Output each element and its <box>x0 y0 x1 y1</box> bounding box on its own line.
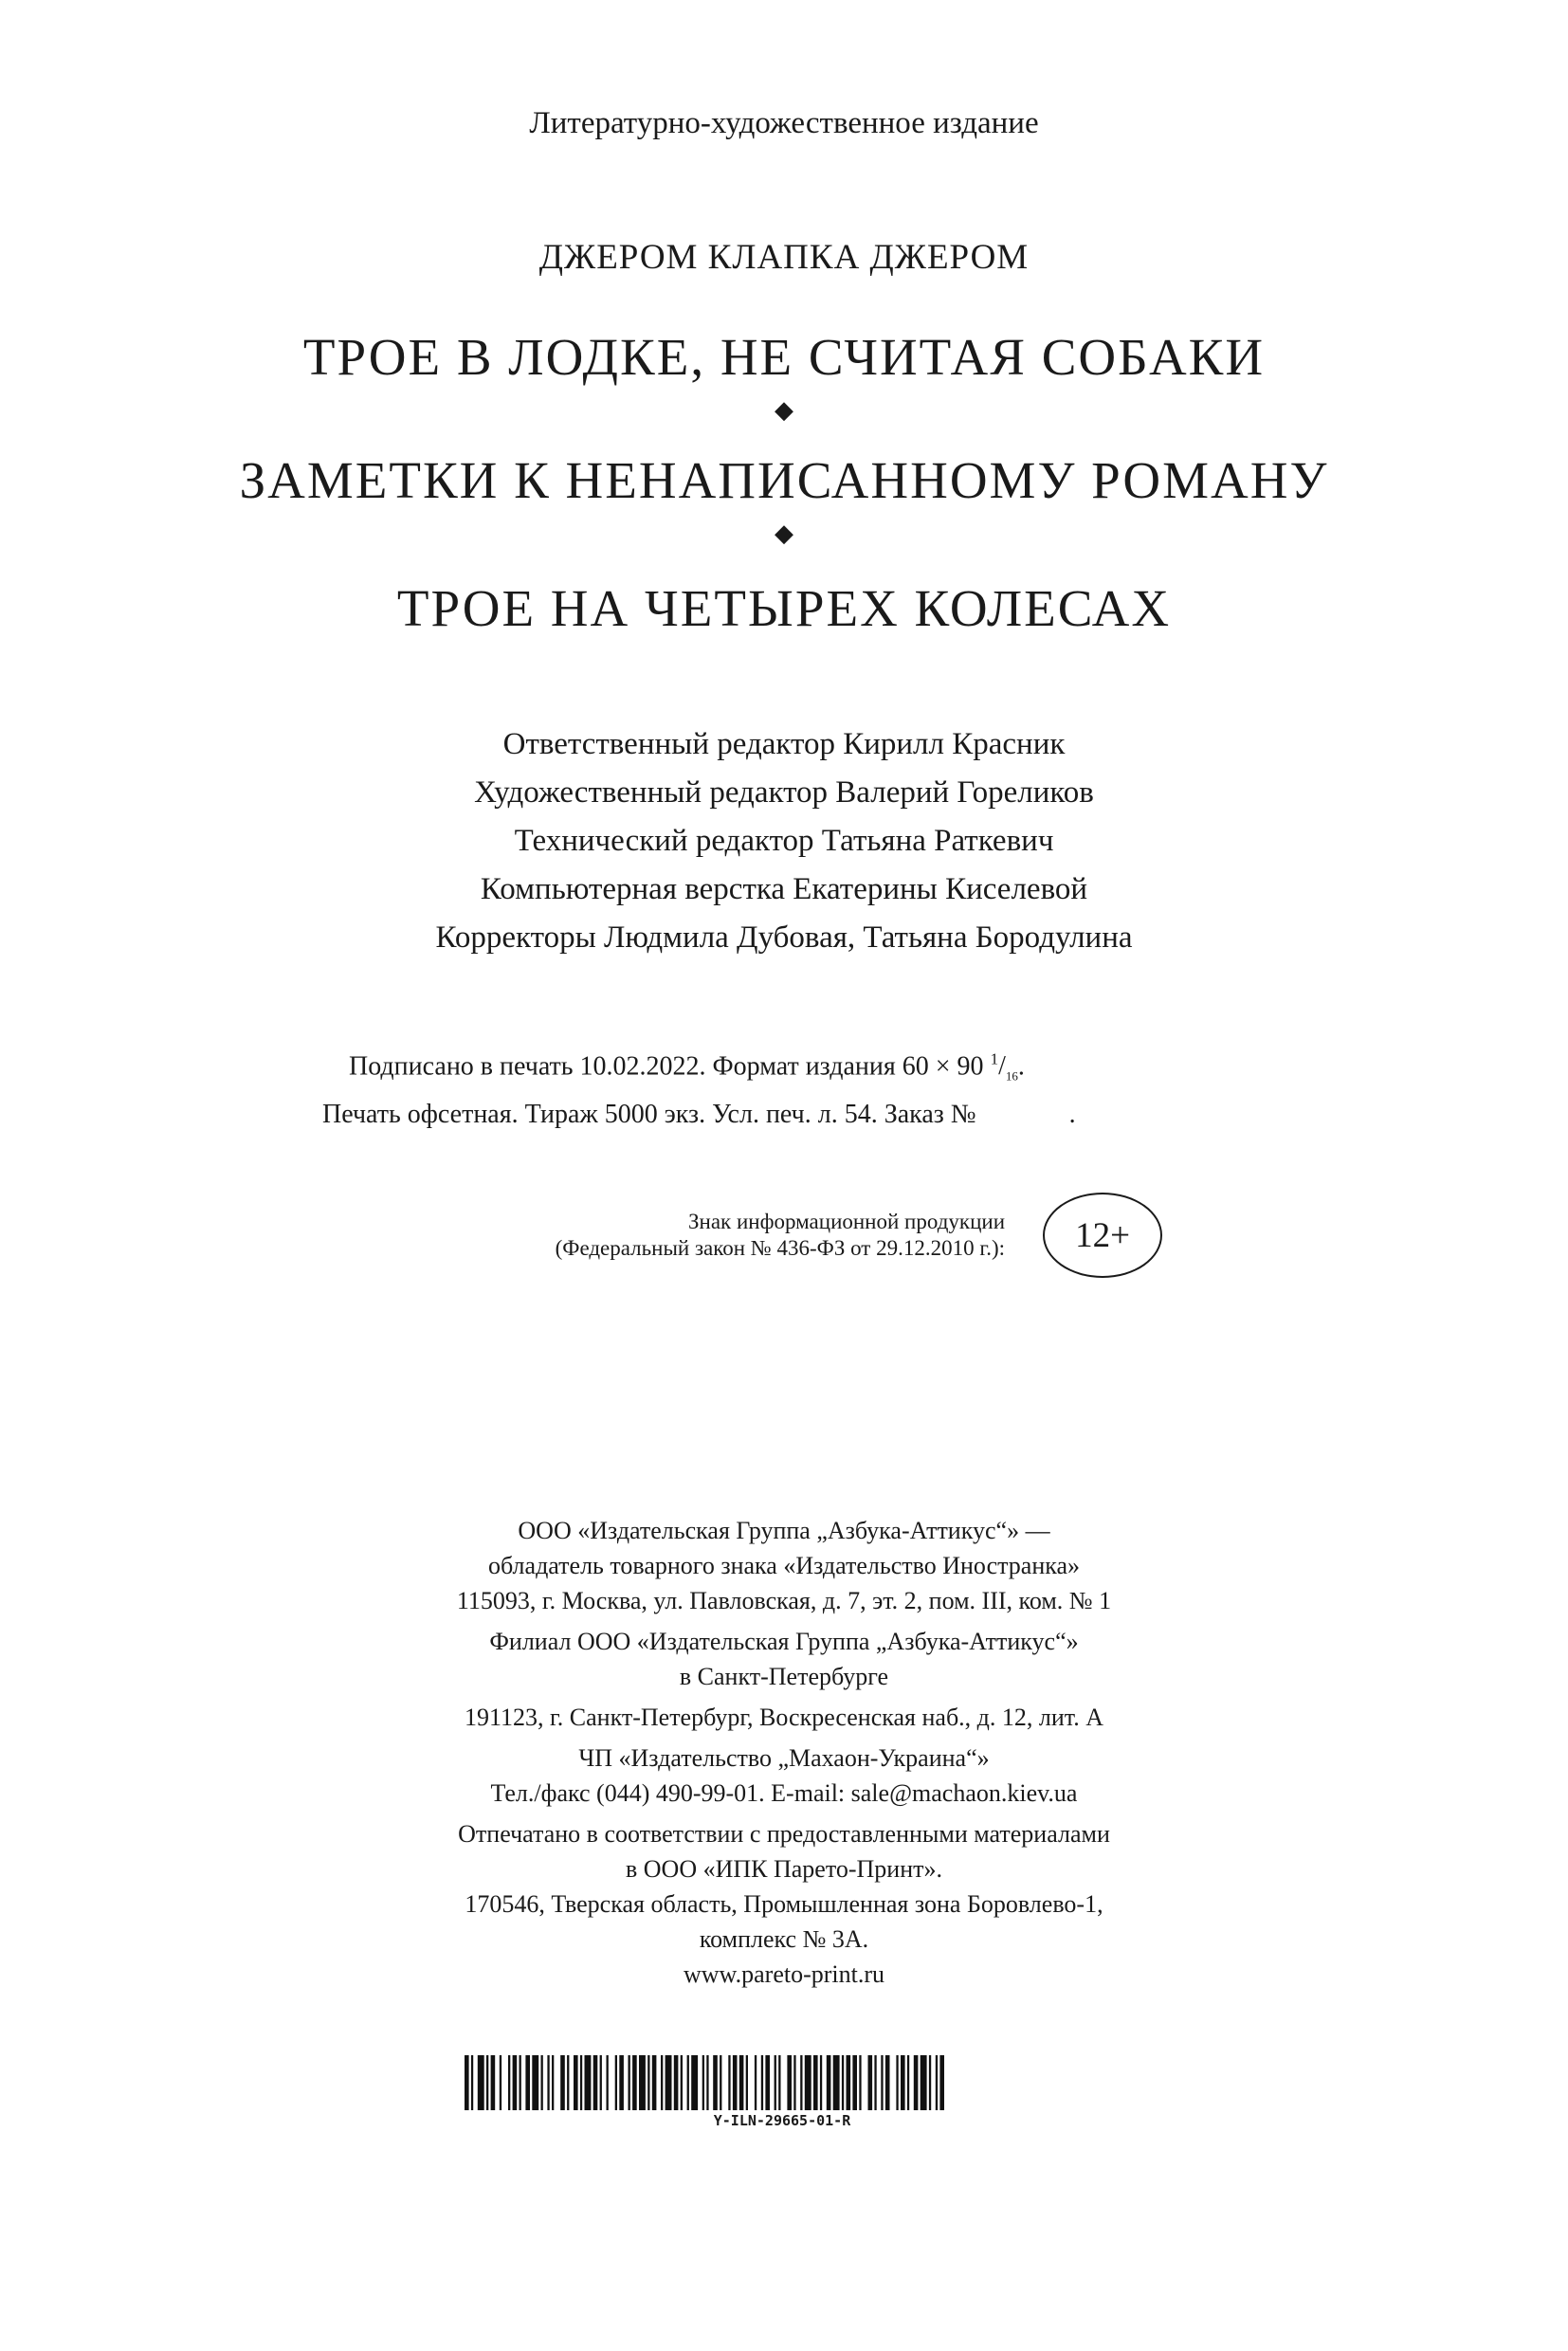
barcode-bar <box>687 2055 689 2110</box>
barcode-bar <box>833 2055 840 2110</box>
title-separator-icon: ◆ <box>775 396 793 424</box>
barcode-bar <box>805 2055 811 2110</box>
credits-block <box>0 720 1568 962</box>
barcode-bar <box>852 2055 857 2110</box>
publisher-line: ООО «Издательская Группа „Азбука-Аттикус“» — <box>518 1517 1050 1544</box>
info-sign-line-1: Знак информационной продукции <box>688 1210 1005 1233</box>
barcode-bar <box>574 2055 578 2110</box>
barcode-bar <box>775 2055 776 2110</box>
book-title-2: ЗАМЕТКИ К НЕНАПИСАННОМУ РОМАНУ <box>239 451 1329 509</box>
imprint-print-text: Печать офсетная. Тираж 5000 экз. Усл. печ. л. 54. Заказ № <box>322 1099 976 1129</box>
age-rating-badge <box>1043 1193 1162 1278</box>
barcode-bar <box>465 2055 469 2110</box>
barcode-bar <box>665 2055 672 2110</box>
barcode-bar <box>733 2055 738 2110</box>
imprint-block <box>322 1041 1076 1134</box>
barcode-bar <box>681 2055 683 2110</box>
barcode-bar <box>901 2055 905 2110</box>
barcode-bar <box>746 2055 748 2110</box>
barcode-bar <box>706 2055 708 2110</box>
publisher-group-ukraine <box>0 1740 1568 1811</box>
barcode-bar <box>820 2055 822 2110</box>
barcode-bar <box>868 2055 873 2110</box>
barcode-bar <box>525 2055 530 2110</box>
title-separator-icon: ◆ <box>775 519 793 547</box>
publisher-block <box>0 1513 1568 1997</box>
barcode-bar <box>478 2055 484 2110</box>
barcode-bar <box>793 2055 795 2110</box>
credit-line: Корректоры Людмила Дубовая, Татьяна Бородулина <box>435 920 1133 955</box>
imprint-line-2: Печать офсетная. Тираж 5000 экз. Усл. печ. л. 54. Заказ № . <box>322 1099 1076 1129</box>
imprint-line-1: Подписано в печать 10.02.2022. Формат издания 60 × 90 $^1/_{16}$. <box>349 1050 1025 1084</box>
barcode-bar <box>580 2055 582 2110</box>
publisher-line: ЧП «Издательство „Махаон-Украина“» <box>578 1744 990 1772</box>
credit-line: Технический редактор Татьяна Раткевич <box>514 824 1054 858</box>
barcode-bar <box>661 2055 663 2110</box>
barcode-bar <box>652 2055 657 2110</box>
barcode-bar <box>765 2055 770 2110</box>
credit-line: Компьютерная верстка Екатерины Киселевой <box>480 872 1088 906</box>
barcode-bar <box>491 2055 496 2110</box>
barcode-bar <box>552 2055 554 2110</box>
credit-line: Художественный редактор Валерий Гореликов <box>474 775 1094 810</box>
publisher-line: в Санкт-Петербурге <box>679 1663 889 1690</box>
barcode-bar <box>532 2055 538 2110</box>
barcode-bar <box>619 2055 624 2110</box>
barcode-bar <box>929 2055 931 2110</box>
barcode-bar <box>632 2055 637 2110</box>
barcode-bar <box>647 2055 649 2110</box>
barcode-image <box>465 2055 1100 2110</box>
book-title-1: ТРОЕ В ЛОДКЕ, НЕ СЧИТАЯ СОБАКИ <box>302 328 1266 386</box>
barcode-bar <box>471 2055 473 2110</box>
barcode-code: Y-ILN-29665-01-R <box>713 2112 851 2129</box>
publisher-line: 115093, г. Москва, ул. Павловская, д. 7, эт. 2, пом. III, ком. № 1 <box>456 1587 1112 1614</box>
fraction-denominator: 16 <box>1005 1068 1018 1084</box>
barcode-bar <box>615 2055 617 2110</box>
barcode-bar <box>761 2055 763 2110</box>
info-sign-line-2: (Федеральный закон № 436-ФЗ от 29.12.2010 г.): <box>555 1236 1005 1260</box>
publisher-line: Тел./факс (044) 490-99-01. E-mail: sale@machaon.kiev.ua <box>490 1779 1078 1807</box>
publisher-group-printer <box>0 1816 1568 1992</box>
barcode-bar <box>728 2055 730 2110</box>
barcode-bar <box>739 2055 744 2110</box>
barcode-bar <box>847 2055 851 2110</box>
barcode-bar <box>593 2055 598 2110</box>
barcode-bar <box>585 2055 592 2110</box>
publisher-line: комплекс № 3А. <box>699 1925 869 1953</box>
publisher-line: www.pareto-print.ru <box>683 1960 885 1988</box>
publisher-group-spb-address <box>0 1700 1568 1735</box>
barcode-bar <box>921 2055 927 2110</box>
publisher-line: Филиал ООО «Издательская Группа „Азбука-Аттикус“» <box>489 1628 1079 1655</box>
publisher-line: в ООО «ИПК Парето-Принт». <box>625 1855 942 1883</box>
barcode-bar <box>874 2055 876 2110</box>
barcode-bar <box>813 2055 818 2110</box>
barcode-bar <box>713 2055 718 2110</box>
barcode-bar <box>486 2055 488 2110</box>
barcode-bar <box>939 2055 944 2110</box>
publisher-line: 191123, г. Санкт-Петербург, Воскресенская наб., д. 12, лит. А <box>465 1704 1103 1731</box>
barcode-bar <box>896 2055 898 2110</box>
barcode-bar <box>607 2055 609 2110</box>
barcode-bar <box>720 2055 721 2110</box>
barcode-bar <box>827 2055 831 2110</box>
barcode-bar <box>520 2055 521 2110</box>
barcode-bar <box>513 2055 518 2110</box>
publisher-group-spb <box>0 1624 1568 1694</box>
barcode-bar <box>885 2055 890 2110</box>
barcode-bar <box>547 2055 549 2110</box>
barcode-bar <box>702 2055 704 2110</box>
barcode-bar <box>674 2055 679 2110</box>
barcode-bar <box>567 2055 569 2110</box>
publisher-line: обладатель товарного знака «Издательство Иностранка» <box>487 1552 1081 1579</box>
edition-type: Литературно-художественное издание <box>529 106 1039 140</box>
barcode-bar <box>600 2055 602 2110</box>
book-title-3: ТРОЕ НА ЧЕТЫРЕХ КОЛЕСАХ <box>396 579 1172 637</box>
publisher-group-moscow <box>0 1513 1568 1618</box>
barcode-bar <box>560 2055 565 2110</box>
barcode-bar <box>936 2055 938 2110</box>
barcode-bar <box>800 2055 802 2110</box>
barcode-bar <box>907 2055 909 2110</box>
barcode-bar <box>691 2055 698 2110</box>
barcode-bar <box>881 2055 883 2110</box>
barcode-bar <box>778 2055 780 2110</box>
barcode-bar <box>755 2055 757 2110</box>
barcode-bar <box>787 2055 792 2110</box>
barcode-bar <box>842 2055 844 2110</box>
info-sign-text <box>360 1209 1005 1262</box>
barcode-bar <box>914 2055 919 2110</box>
author-name: ДЖЕРОМ КЛАПКА ДЖЕРОМ <box>538 238 1030 277</box>
format-fraction: $^1/_{16}$ <box>990 1050 1018 1084</box>
barcode-bar <box>629 2055 630 2110</box>
age-rating-label: 12+ <box>1075 1215 1130 1255</box>
barcode-bar <box>859 2055 861 2110</box>
barcode-bar <box>508 2055 510 2110</box>
publisher-line: 170546, Тверская область, Промышленная зона Боровлево-1, <box>465 1890 1103 1918</box>
publisher-line: Отпечатано в соответствии с предоставленными материалами <box>458 1820 1110 1848</box>
fraction-numerator: 1 <box>990 1050 999 1068</box>
barcode-bar <box>500 2055 501 2110</box>
barcode-bar <box>639 2055 646 2110</box>
credit-line: Ответственный редактор Кирилл Красник <box>502 727 1066 761</box>
barcode-bar <box>541 2055 543 2110</box>
imprint-format-text: Подписано в печать 10.02.2022. Формат издания 60 × 90 <box>349 1051 984 1082</box>
